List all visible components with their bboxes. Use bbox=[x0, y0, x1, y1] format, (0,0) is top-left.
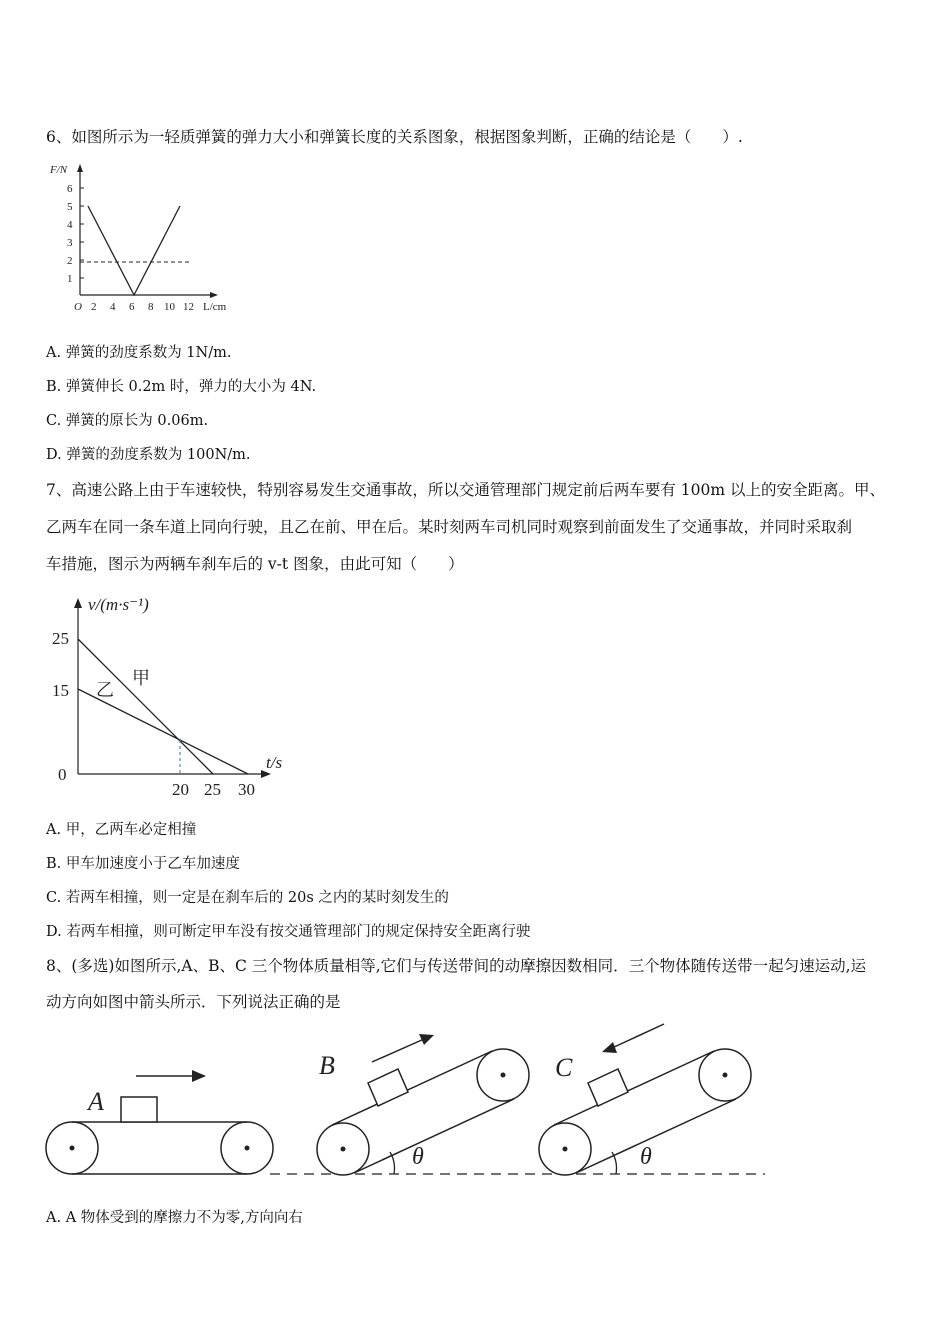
q8-arrow-b bbox=[372, 1039, 424, 1062]
q6-x-tick: 6 bbox=[129, 301, 135, 313]
q6-option-d: D. 弹簧的劲度系数为 100N/m. bbox=[46, 447, 251, 463]
q7-y-tick-15: 15 bbox=[52, 681, 69, 700]
q6-option-b: B. 弹簧伸长 0.2m 时，弹力的大小为 4N. bbox=[46, 379, 317, 395]
q8-angle-b: θ bbox=[412, 1144, 424, 1170]
q8-arrow-a-head bbox=[192, 1070, 206, 1082]
q7-origin: 0 bbox=[58, 765, 67, 784]
q7-line-yi bbox=[78, 689, 248, 774]
q7-option-d: D. 若两车相撞，则可断定甲车没有按交通管理部门的规定保持安全距离行驶 bbox=[46, 924, 531, 940]
q6-x-tick: 8 bbox=[148, 301, 154, 313]
q7-label-yi: 乙 bbox=[96, 680, 114, 700]
q8-belt-a bbox=[46, 1070, 273, 1174]
q6-y-axis-arrow bbox=[77, 164, 83, 172]
q8-block-a bbox=[121, 1097, 157, 1122]
q8-conveyor-figure bbox=[0, 1010, 950, 1190]
q6-y-ticks bbox=[67, 183, 84, 285]
q6-x-axis-arrow bbox=[210, 292, 218, 298]
q8-angle-c: θ bbox=[640, 1144, 652, 1170]
q8-stem-line-1: 8、(多选)如图所示,A、B、C 三个物体质量相等,它们与传送带间的动摩擦因数相同．三个物体随传送带一起匀速运动,运 bbox=[46, 957, 867, 975]
q8-block-b bbox=[368, 1069, 408, 1106]
q8-arrow-c-head bbox=[602, 1042, 617, 1053]
q6-y-tick: 4 bbox=[67, 219, 73, 231]
q8-option-a: A. A 物体受到的摩擦力不为零,方向向右 bbox=[46, 1210, 303, 1226]
q7-stem-line-2: 乙两车在同一条车道上同向行驶，且乙在前、甲在后。某时刻两车司机同时观察到前面发生了交通事故，并同时采取刹 bbox=[46, 518, 853, 536]
q7-vt-chart bbox=[48, 592, 308, 802]
q7-option-c: C. 若两车相撞，则一定是在刹车后的 20s 之内的某时刻发生的 bbox=[46, 890, 449, 906]
q6-stem: 6、如图所示为一轻质弹簧的弹力大小和弹簧长度的关系图象，根据图象判断，正确的结论是（ ）. bbox=[46, 128, 743, 146]
q6-spring-force-chart bbox=[40, 158, 240, 328]
q8-block-c bbox=[588, 1069, 628, 1106]
q8-arrow-c bbox=[612, 1024, 664, 1048]
q7-x-tick-20: 20 bbox=[172, 780, 189, 799]
q6-option-a: A. 弹簧的劲度系数为 1N/m. bbox=[46, 345, 232, 361]
q6-origin: O bbox=[74, 301, 82, 313]
q8-label-c: C bbox=[555, 1053, 573, 1082]
q6-x-label: L/cm bbox=[203, 301, 227, 313]
q7-label-jia: 甲 bbox=[132, 668, 150, 688]
q6-y-tick: 6 bbox=[67, 183, 73, 195]
q6-x-tick: 10 bbox=[164, 301, 175, 313]
q7-y-label: v/(m·s⁻¹) bbox=[88, 595, 149, 614]
q7-option-a: A. 甲，乙两车必定相撞 bbox=[46, 822, 197, 838]
q6-x-tick: 2 bbox=[91, 301, 97, 313]
q6-y-tick: 1 bbox=[67, 273, 73, 285]
q7-line-jia bbox=[78, 639, 213, 774]
q7-stem-line-3: 车措施，图示为两辆车刹车后的 v-t 图象，由此可知（ ） bbox=[46, 555, 464, 573]
q6-force-line bbox=[88, 206, 180, 295]
q6-y-tick: 5 bbox=[67, 201, 73, 213]
q7-y-tick-25: 25 bbox=[52, 629, 69, 648]
q7-y-axis-arrow bbox=[74, 598, 82, 608]
q6-y-label: F/N bbox=[50, 164, 68, 176]
q6-option-c: C. 弹簧的原长为 0.06m. bbox=[46, 413, 209, 429]
q8-label-b: B bbox=[319, 1051, 335, 1080]
q7-x-label: t/s bbox=[266, 753, 283, 772]
q7-x-tick-25: 25 bbox=[204, 780, 221, 799]
q8-belt-b bbox=[317, 1034, 529, 1175]
q6-x-ticks bbox=[91, 301, 194, 313]
q7-option-b: B. 甲车加速度小于乙车加速度 bbox=[46, 856, 240, 872]
q6-y-tick: 3 bbox=[67, 237, 73, 249]
q7-stem-line-1: 7、高速公路上由于车速较快，特别容易发生交通事故，所以交通管理部门规定前后两车要有 100m 以上的安全距离。甲、 bbox=[46, 481, 886, 499]
q8-label-a: A bbox=[88, 1087, 104, 1116]
q6-x-tick: 12 bbox=[183, 301, 194, 313]
q8-stem-line-2: 动方向如图中箭头所示．下列说法正确的是 bbox=[46, 993, 341, 1011]
q7-x-tick-30: 30 bbox=[238, 780, 255, 799]
q6-x-tick: 4 bbox=[110, 301, 116, 313]
q6-y-tick: 2 bbox=[67, 255, 73, 267]
q8-belt-c bbox=[539, 1024, 751, 1175]
